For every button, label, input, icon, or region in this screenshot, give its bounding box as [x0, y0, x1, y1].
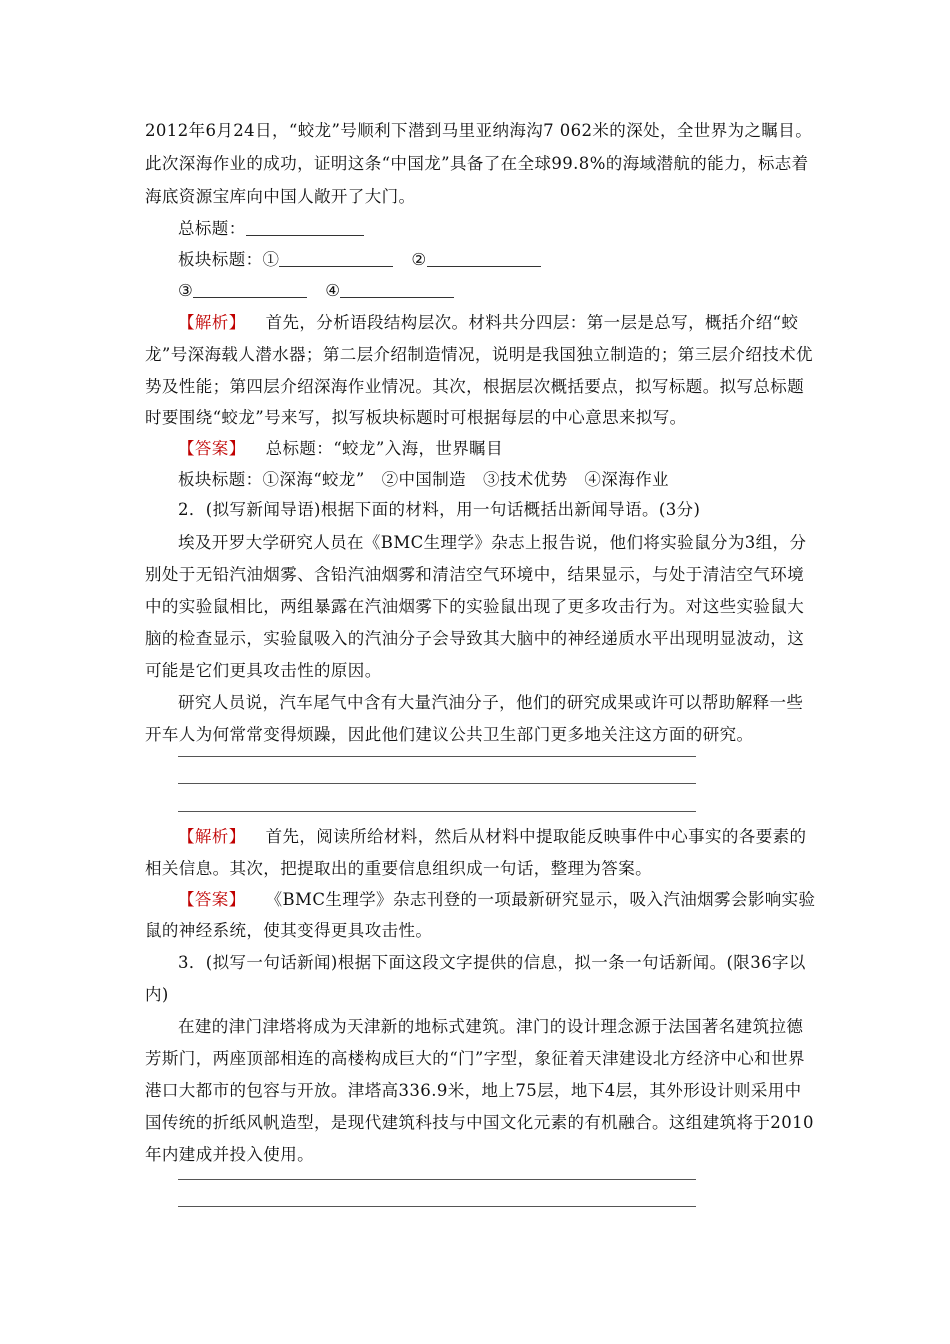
analysis-tag: 【解析】	[178, 827, 246, 846]
q1-answer-line: 板块标题：①深海“蛟龙” ②中国制造 ③技术优势 ④深海作业	[178, 470, 669, 489]
answer-line[interactable]	[178, 756, 696, 757]
q3-para-line: 年内建成并投入使用。	[145, 1145, 314, 1164]
analysis-text: 首先，分析语段结构层次。材料共分四层：第一层是总写，概括介绍“蛟	[265, 313, 799, 332]
q2-para-line: 开车人为何常常变得烦躁，因此他们建议公共卫生部门更多地关注这方面的研究。	[145, 725, 754, 744]
q2-para-line: 中的实验鼠相比，两组暴露在汽油烟雾下的实验鼠出现了更多攻击行为。对这些实验鼠大	[145, 597, 805, 616]
q1-para-line: 海底资源宝库向中国人敞开了大门。	[145, 187, 416, 206]
q2-para-line: 别处于无铅汽油烟雾、含铅汽油烟雾和清洁空气环境中，结果显示，与处于清洁空气环境	[145, 565, 805, 584]
q3-heading: 内)	[145, 985, 169, 1004]
q1-analysis-line: 时要围绕“蛟龙”号来写，拟写板块标题时可根据每层的中心意思来拟写。	[145, 408, 687, 427]
q1-analysis-line: 龙”号深海载人潜水器；第二层介绍制造情况，说明是我国独立制造的；第三层介绍技术优	[145, 345, 813, 364]
answer-line[interactable]	[178, 1206, 696, 1207]
q1-para-line: 2012年6月24日，“蛟龙”号顺利下潜到马里亚纳海沟7 062米的深处，全世界为之瞩目。	[145, 121, 813, 140]
total-title-label: 总标题：	[178, 219, 246, 238]
analysis-tag: 【解析】	[178, 313, 246, 332]
q2-answer-line	[178, 889, 815, 911]
q2-heading: 2．(拟写新闻导语)根据下面的材料，用一句话概括出新闻导语。(3分)	[178, 500, 701, 519]
q3-para-line: 在建的津门津塔将成为天津新的地标式建筑。津门的设计理念源于法国著名建筑拉德	[178, 1017, 804, 1036]
answer-tag: 【答案】	[178, 439, 246, 458]
section-title-row	[178, 280, 454, 302]
answer-blank[interactable]	[340, 281, 454, 298]
q2-para-line: 埃及开罗大学研究人员在《BMC生理学》杂志上报告说，他们将实验鼠分为3组，分	[178, 533, 807, 552]
q2-analysis-line	[178, 826, 806, 848]
q3-para-line: 港口大都市的包容与开放。津塔高336.9米，地上75层，地下4层，其外形设计则采用中	[145, 1081, 802, 1100]
blank-marker: ②	[411, 250, 427, 269]
answer-line[interactable]	[178, 783, 696, 784]
q1-answer-line	[178, 438, 503, 460]
q3-heading: 3．(拟写一句话新闻)根据下面这段文字提供的信息，拟一条一句话新闻。(限36字以	[178, 953, 806, 972]
q3-para-line: 芳斯门，两座顶部相连的高楼构成巨大的“门”字型，象征着天津建设北方经济中心和世界	[145, 1049, 805, 1068]
q2-para-line: 可能是它们更具攻击性的原因。	[145, 661, 382, 680]
blank-marker: ④	[325, 281, 341, 300]
q1-analysis-line	[178, 312, 798, 334]
q2-answer-line: 鼠的神经系统，使其变得更具攻击性。	[145, 921, 433, 940]
q3-para-line: 国传统的折纸风帆造型，是现代建筑科技与中国文化元素的有机融合。这组建筑将于2010	[145, 1113, 814, 1132]
answer-line[interactable]	[178, 811, 696, 812]
answer-blank[interactable]	[279, 250, 393, 267]
answer-blank[interactable]	[427, 250, 541, 267]
q1-analysis-line: 势及性能；第四层介绍深海作业情况。其次，根据层次概括要点，拟写标题。拟写总标题	[145, 377, 805, 396]
answer-line[interactable]	[178, 1179, 696, 1180]
answer-text: 总标题：“蛟龙”入海，世界瞩目	[265, 439, 503, 458]
answer-tag: 【答案】	[178, 890, 246, 909]
section-title-label: 板块标题：①	[178, 250, 280, 269]
answer-blank[interactable]	[193, 281, 307, 298]
q1-para-line: 此次深海作业的成功，证明这条“中国龙”具备了在全球99.8%的海域潜航的能力，标志着	[145, 154, 809, 173]
q2-para-line: 研究人员说，汽车尾气中含有大量汽油分子，他们的研究成果或许可以帮助解释一些	[178, 693, 804, 712]
answer-blank[interactable]	[246, 219, 364, 236]
answer-text: 《BMC生理学》杂志刊登的一项最新研究显示，吸入汽油烟雾会影响实验	[265, 890, 816, 909]
q2-para-line: 脑的检查显示，实验鼠吸入的汽油分子会导致其大脑中的神经递质水平出现明显波动，这	[145, 629, 805, 648]
section-title-row	[178, 249, 541, 271]
total-title-row	[178, 218, 364, 240]
analysis-text: 首先，阅读所给材料，然后从材料中提取能反映事件中心事实的各要素的	[265, 827, 807, 846]
blank-marker: ③	[178, 281, 194, 300]
q2-analysis-line: 相关信息。其次，把提取出的重要信息组织成一句话，整理为答案。	[145, 859, 652, 878]
